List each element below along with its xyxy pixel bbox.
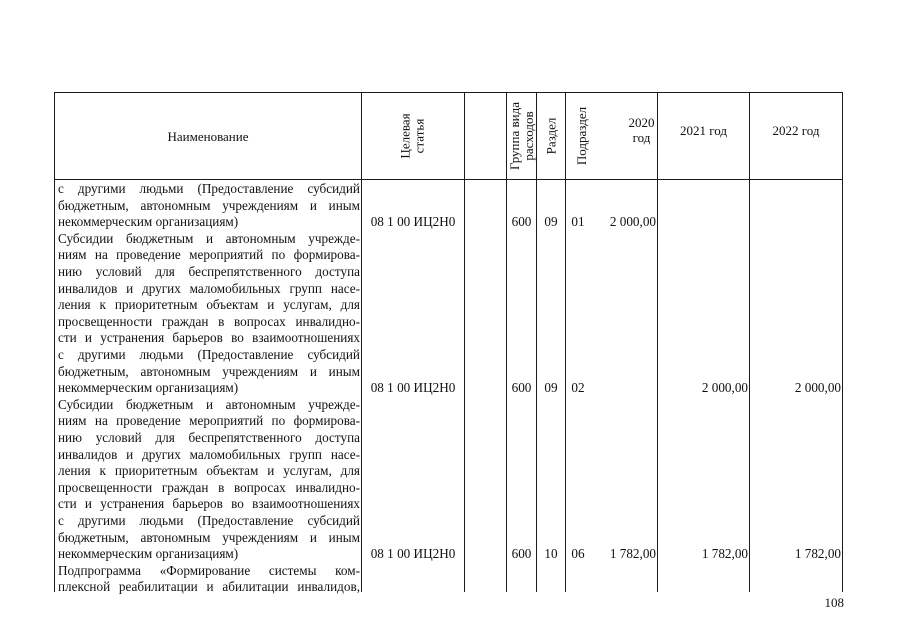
header-group-line2: расходов — [520, 111, 536, 161]
row-2-line-0: Субсидии бюджетным и автономным учрежде- — [58, 396, 360, 412]
col-border-6 — [657, 92, 658, 592]
header-bottom-border — [54, 179, 843, 180]
header-2022-label: 2022 год — [772, 122, 820, 138]
header-target-line2: статья — [411, 118, 427, 154]
row-0-subsection: 01 — [571, 214, 585, 229]
col-border-8 — [842, 92, 843, 592]
row-0-group: 600 — [511, 214, 532, 229]
row-2-line-2: нию условий для беспрепятственного доступа — [58, 429, 360, 445]
row-3-name — [58, 563, 360, 596]
row-2-section: 10 — [544, 546, 558, 561]
row-1-name — [58, 231, 360, 397]
header-target-line1: Целевая — [397, 113, 413, 159]
page-number: 108 — [824, 595, 844, 610]
row-1-code: 08 1 00 ИЦ2Н0 — [370, 380, 456, 395]
header-section — [537, 93, 565, 179]
row-2-group: 600 — [511, 546, 532, 561]
row-2-line-9: некоммерческим организациям) — [58, 546, 239, 562]
row-0-line-0: с другими людьми (Предоставление субсидий — [58, 181, 360, 196]
col-border-7 — [749, 92, 750, 592]
row-1-line-1: ниям на проведение мероприятий по формирова- — [58, 247, 360, 263]
header-name-label: Наименование — [167, 128, 249, 144]
row-2-line-6: сти и устранения барьеров во взаимоотношениях — [58, 496, 360, 512]
row-0-code: 08 1 00 ИЦ2Н0 — [370, 214, 456, 229]
row-0-section: 09 — [544, 214, 558, 229]
row-0-line-1: бюджетным, автономным учреждениям и иным — [58, 197, 360, 213]
row-2-y2021: 1 782,00 — [701, 546, 748, 561]
row-3-line-0: Подпрограмма «Формирование системы ком- — [58, 562, 360, 578]
row-0-y2020: 2 000,00 — [609, 214, 656, 229]
row-2-y2022: 1 782,00 — [794, 546, 841, 561]
row-1-line-0: Субсидии бюджетным и автономным учрежде- — [58, 230, 360, 246]
row-1-group: 600 — [511, 380, 532, 395]
row-1-line-8: бюджетным, автономным учреждениям и иным — [58, 363, 360, 379]
row-2-code: 08 1 00 ИЦ2Н0 — [370, 546, 456, 561]
row-2-subsection: 06 — [571, 546, 585, 561]
header-target-article — [362, 93, 464, 179]
row-2-line-1: ниям на проведение мероприятий по формирова- — [58, 413, 360, 429]
col-border-2 — [464, 92, 465, 592]
row-1-line-2: нию условий для беспрепятственного доступа — [58, 263, 360, 279]
header-year-2021 — [658, 93, 749, 167]
row-1-line-6: сти и устранения барьеров во взаимоотношениях — [58, 330, 360, 346]
budget-table — [54, 92, 843, 595]
row-1-line-5: просвещенности граждан в вопросах инвалидно- — [58, 313, 360, 329]
row-1-subsection: 02 — [571, 380, 585, 395]
row-1-line-3: инвалидов и других маломобильных групп насе- — [58, 280, 360, 296]
header-subsection-label: Подраздел — [574, 106, 590, 166]
row-1-y2021: 2 000,00 — [701, 380, 748, 395]
header-group-line1: Группа вида — [506, 102, 522, 170]
header-2020-label: 2020 год — [628, 115, 655, 145]
row-0-line-2: некоммерческим организациям) — [58, 214, 239, 230]
row-2-line-4: ления к приоритетным объектам и услугам, для — [58, 463, 360, 479]
row-1-line-4: ления к приоритетным объектам и услугам, для — [58, 297, 360, 313]
row-3-line-1: плексной реабилитации и абилитации инвалидов, — [58, 579, 360, 595]
header-expense-group — [507, 93, 536, 179]
row-2-line-3: инвалидов и других маломобильных групп насе- — [58, 446, 360, 462]
row-2-line-5: просвещенности граждан в вопросах инвалидно- — [58, 479, 360, 495]
header-year-2022 — [750, 93, 842, 167]
row-2-line-7: с другими людьми (Предоставление субсидий — [58, 512, 360, 528]
header-name — [55, 93, 361, 179]
header-2021-label: 2021 год — [680, 122, 727, 138]
row-0-name — [58, 181, 360, 231]
row-1-section: 09 — [544, 380, 558, 395]
row-1-line-7: с другими людьми (Предоставление субсидий — [58, 346, 360, 362]
row-2-line-8: бюджетным, автономным учреждениям и иным — [58, 529, 360, 545]
row-2-name — [58, 397, 360, 563]
row-2-y2020: 1 782,00 — [609, 546, 656, 561]
header-section-label: Раздел — [543, 117, 558, 155]
row-1-y2022: 2 000,00 — [794, 380, 841, 395]
row-1-line-9: некоммерческим организациям) — [58, 380, 239, 396]
header-year-2020 — [566, 93, 657, 167]
